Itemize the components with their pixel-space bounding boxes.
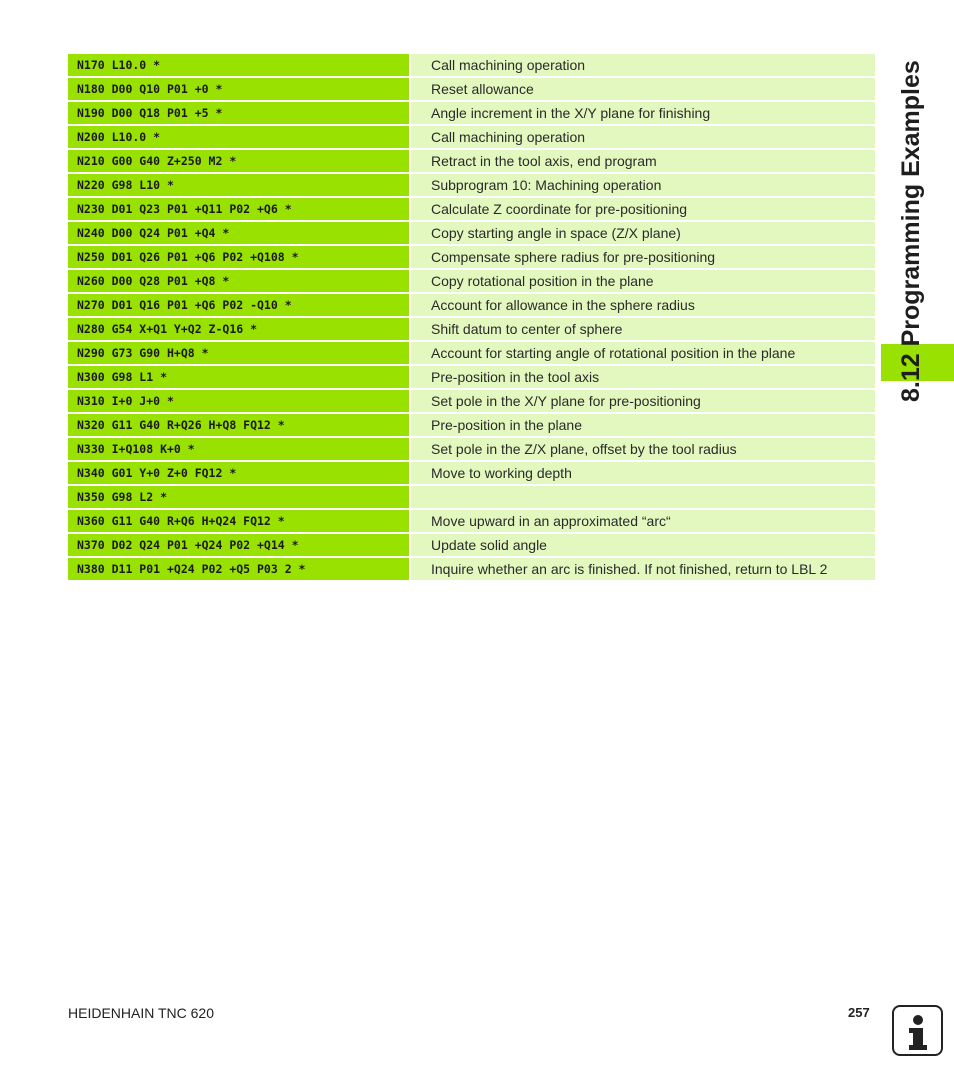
- description-cell: Pre-position in the tool axis: [411, 366, 875, 388]
- nc-code-cell: N280 G54 X+Q1 Y+Q2 Z-Q16 *: [68, 318, 409, 340]
- description-cell: Angle increment in the X/Y plane for finishing: [411, 102, 875, 124]
- table-row: [68, 342, 875, 364]
- table-row: [68, 366, 875, 388]
- table-row: [68, 270, 875, 292]
- section-title: 8.12 Programming Examples: [897, 60, 925, 402]
- nc-code-cell: N230 D01 Q23 P01 +Q11 P02 +Q6 *: [68, 198, 409, 220]
- table-row: [68, 510, 875, 532]
- nc-code-cell: N360 G11 G40 R+Q6 H+Q24 FQ12 *: [68, 510, 409, 532]
- table-row: [68, 198, 875, 220]
- description-cell: Reset allowance: [411, 78, 875, 100]
- table-row: [68, 246, 875, 268]
- nc-code-cell: N190 D00 Q18 P01 +5 *: [68, 102, 409, 124]
- table-row: [68, 438, 875, 460]
- description-cell: Pre-position in the plane: [411, 414, 875, 436]
- description-cell: Compensate sphere radius for pre-positioning: [411, 246, 875, 268]
- nc-code-cell: N200 L10.0 *: [68, 126, 409, 148]
- nc-code-cell: N250 D01 Q26 P01 +Q6 P02 +Q108 *: [68, 246, 409, 268]
- table-row: [68, 534, 875, 556]
- info-glyph: [894, 1007, 941, 1054]
- nc-code-cell: N370 D02 Q24 P01 +Q24 P02 +Q14 *: [68, 534, 409, 556]
- nc-code-cell: N170 L10.0 *: [68, 54, 409, 76]
- nc-code-cell: N320 G11 G40 R+Q26 H+Q8 FQ12 *: [68, 414, 409, 436]
- description-cell: Move to working depth: [411, 462, 875, 484]
- table-row: [68, 150, 875, 172]
- nc-code-cell: N380 D11 P01 +Q24 P02 +Q5 P03 2 *: [68, 558, 409, 580]
- nc-code-cell: N210 G00 G40 Z+250 M2 *: [68, 150, 409, 172]
- table-row: [68, 294, 875, 316]
- info-icon: [892, 1005, 943, 1056]
- nc-code-cell: N350 G98 L2 *: [68, 486, 409, 508]
- description-cell: Retract in the tool axis, end program: [411, 150, 875, 172]
- table-row: [68, 558, 875, 580]
- table-row: [68, 390, 875, 412]
- description-cell: Set pole in the X/Y plane for pre-positioning: [411, 390, 875, 412]
- table-row: [68, 102, 875, 124]
- table-row: [68, 318, 875, 340]
- table-row: [68, 54, 875, 76]
- description-cell: Copy starting angle in space (Z/X plane): [411, 222, 875, 244]
- description-cell: Shift datum to center of sphere: [411, 318, 875, 340]
- nc-code-cell: N300 G98 L1 *: [68, 366, 409, 388]
- nc-code-cell: N340 G01 Y+0 Z+0 FQ12 *: [68, 462, 409, 484]
- description-cell: Account for allowance in the sphere radius: [411, 294, 875, 316]
- nc-code-cell: N240 D00 Q24 P01 +Q4 *: [68, 222, 409, 244]
- table-row: [68, 462, 875, 484]
- description-cell: Account for starting angle of rotational position in the plane: [411, 342, 875, 364]
- description-cell: Calculate Z coordinate for pre-positioning: [411, 198, 875, 220]
- table-row: [68, 78, 875, 100]
- description-cell: Subprogram 10: Machining operation: [411, 174, 875, 196]
- footer-product-name: HEIDENHAIN TNC 620: [68, 1005, 215, 1021]
- nc-code-cell: N330 I+Q108 K+0 *: [68, 438, 409, 460]
- table-row: [68, 222, 875, 244]
- description-cell: [411, 486, 875, 508]
- description-cell: Move upward in an approximated “arc“: [411, 510, 875, 532]
- description-cell: Set pole in the Z/X plane, offset by the tool radius: [411, 438, 875, 460]
- description-cell: Inquire whether an arc is finished. If not finished, return to LBL 2: [411, 558, 875, 580]
- page-number: 257: [848, 1005, 870, 1020]
- nc-code-cell: N290 G73 G90 H+Q8 *: [68, 342, 409, 364]
- table-row: [68, 486, 875, 508]
- description-cell: Update solid angle: [411, 534, 875, 556]
- description-cell: Call machining operation: [411, 126, 875, 148]
- table-row: [68, 414, 875, 436]
- program-listing-table: [68, 54, 875, 582]
- nc-code-cell: N270 D01 Q16 P01 +Q6 P02 -Q10 *: [68, 294, 409, 316]
- nc-code-cell: N310 I+0 J+0 *: [68, 390, 409, 412]
- nc-code-cell: N260 D00 Q28 P01 +Q8 *: [68, 270, 409, 292]
- description-cell: Copy rotational position in the plane: [411, 270, 875, 292]
- description-cell: Call machining operation: [411, 54, 875, 76]
- nc-code-cell: N220 G98 L10 *: [68, 174, 409, 196]
- nc-code-cell: N180 D00 Q10 P01 +0 *: [68, 78, 409, 100]
- table-row: [68, 174, 875, 196]
- table-row: [68, 126, 875, 148]
